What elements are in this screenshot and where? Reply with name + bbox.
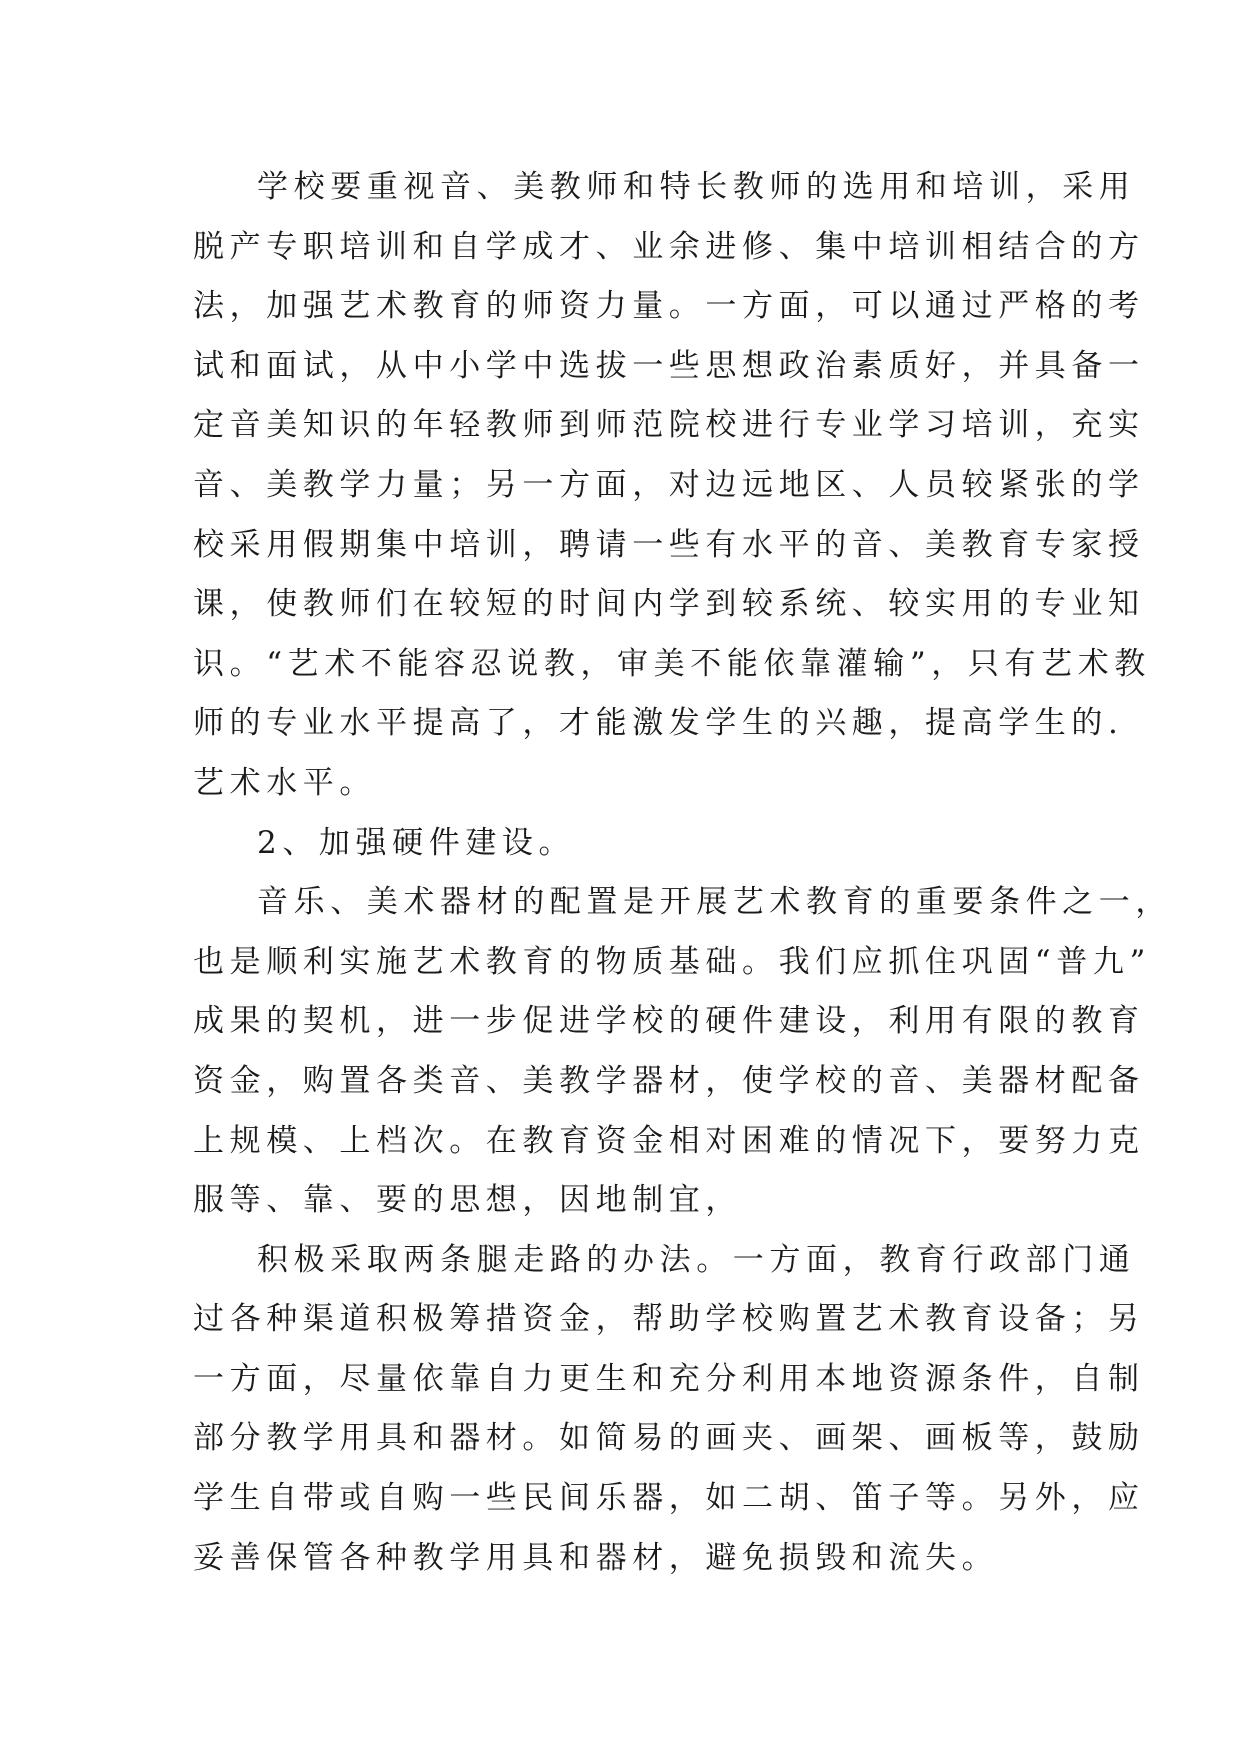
text-line: 校采用假期集中培训，聘请一些有水平的音、美教育专家授 [193, 526, 1145, 563]
text-line: 脱产专职培训和自学成才、业余进修、集中培训相结合的方 [193, 228, 1145, 265]
text-line: 试和面试，从中小学中选拔一些思想政治素质好，并具备一 [193, 347, 1145, 384]
text-line: 积极采取两条腿走路的办法。一方面，教育行政部门通 [257, 1241, 1136, 1278]
document-body [193, 158, 1172, 1588]
text-line: 法，加强艺术教育的师资力量。一方面，可以通过严格的考 [193, 288, 1145, 325]
text-line: 音乐、美术器材的配置是开展艺术教育的重要条件之一， [257, 884, 1172, 921]
text-line: 过各种渠道积极筹措资金，帮助学校购置艺术教育设备；另 [193, 1301, 1145, 1338]
text-line: 识。“艺术不能容忍说教，审美不能依靠灌输”，只有艺术教 [193, 645, 1151, 682]
text-line: 部分教学用具和器材。如简易的画夹、画架、画板等，鼓励 [193, 1420, 1145, 1457]
text-line: 课，使教师们在较短的时间内学到较系统、较实用的专业知 [193, 586, 1145, 623]
text-line: 也是顺利实施艺术教育的物质基础。我们应抓住巩固“普九” [193, 943, 1151, 980]
text-line: 2、加强硬件建设。 [257, 824, 576, 861]
text-line: 服等、靠、要的思想，因地制宜， [193, 1182, 742, 1219]
text-line: 学校要重视音、美教师和特长教师的选用和培训，采用 [257, 169, 1136, 205]
text-line: 上规模、上档次。在教育资金相对困难的情况下，要努力克 [193, 1122, 1145, 1159]
text-line: 定音美知识的年轻教师到师范院校进行专业学习培训，充实 [193, 407, 1145, 444]
paragraph [193, 1231, 1145, 1589]
paragraph [193, 873, 1172, 1231]
text-line: 音、美教学力量；另一方面，对边远地区、人员较紧张的学 [193, 466, 1145, 503]
text-line: 师的专业水平提高了，才能激发学生的兴趣，提高学生的. [193, 705, 1124, 742]
text-line: 艺术水平。 [193, 764, 376, 801]
text-line: 一方面，尽量依靠自力更生和充分利用本地资源条件，自制 [193, 1360, 1145, 1397]
paragraph [193, 158, 1151, 814]
text-line: 成果的契机，进一步促进学校的硬件建设，利用有限的教育 [193, 1003, 1145, 1040]
text-line: 妥善保管各种教学用具和器材，避免损毁和流失。 [193, 1539, 999, 1576]
section-heading [193, 814, 1053, 874]
text-line: 学生自带或自购一些民间乐器，如二胡、笛子等。另外，应 [193, 1480, 1145, 1517]
text-line: 资金，购置各类音、美教学器材，使学校的音、美器材配备 [193, 1062, 1145, 1099]
